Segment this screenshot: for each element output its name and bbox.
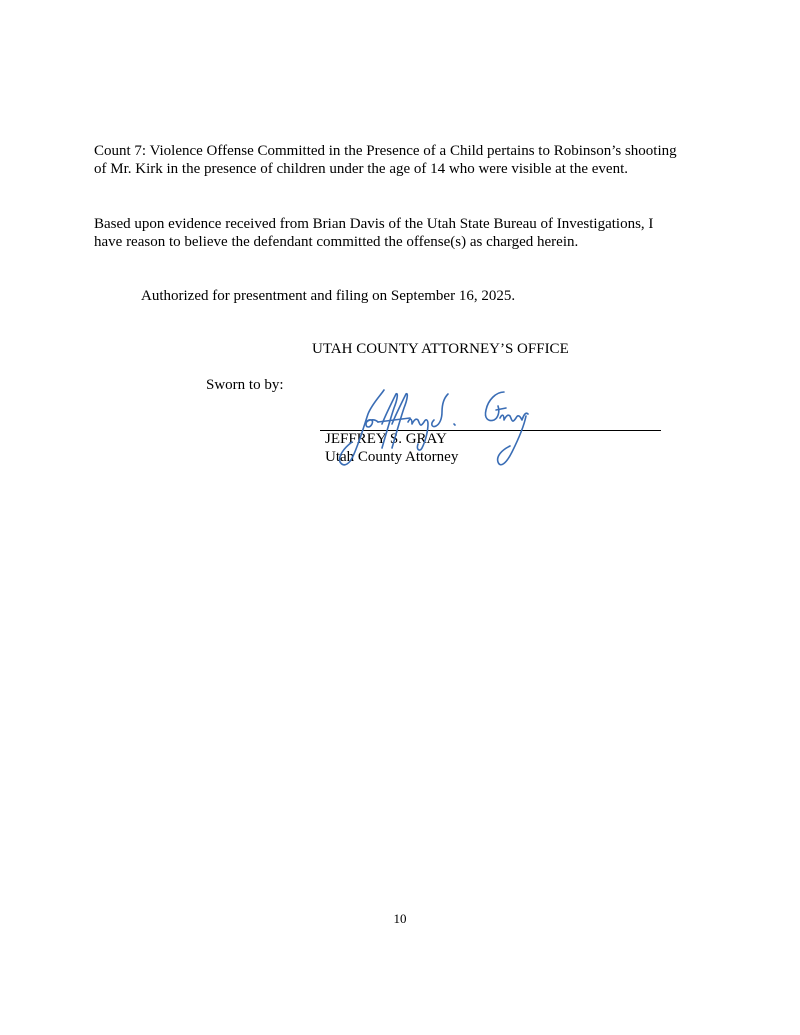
evidence-paragraph (94, 215, 724, 251)
paragraph-line: have reason to believe the defendant committed the offense(s) as charged herein. (94, 234, 579, 250)
signer-name: JEFFREY S. GRAY (325, 431, 447, 447)
paragraph-line: of Mr. Kirk in the presence of children under the age of 14 who were visible at the event. (94, 161, 628, 177)
signer-title: Utah County Attorney (325, 449, 459, 465)
count-7-paragraph (94, 142, 724, 178)
authorization-statement: Authorized for presentment and filing on September 16, 2025. (141, 288, 516, 304)
office-name: UTAH COUNTY ATTORNEY’S OFFICE (312, 341, 569, 357)
page-number: 10 (393, 911, 407, 926)
sworn-to-label: Sworn to by: (206, 377, 284, 393)
paragraph-line: Count 7: Violence Offense Committed in the Presence of a Child pertains to Robinson’s shooting (94, 143, 677, 159)
paragraph-line: Based upon evidence received from Brian Davis of the Utah State Bureau of Investigations, I (94, 216, 654, 232)
